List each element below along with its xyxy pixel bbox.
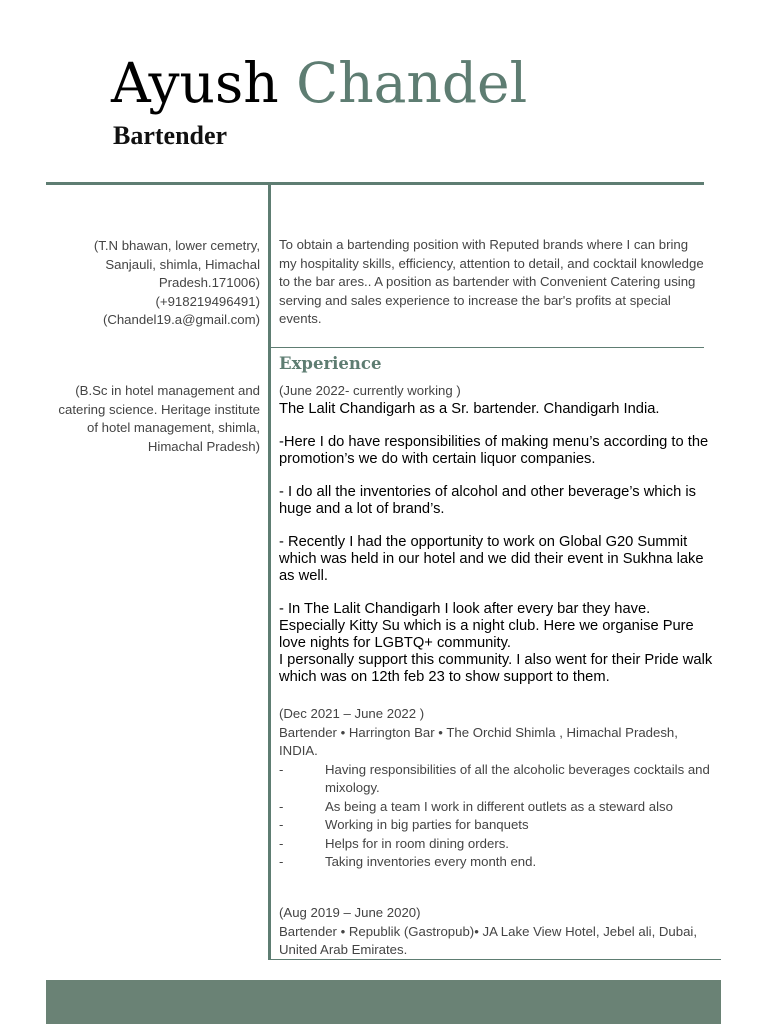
dash-bullet: - <box>279 835 284 851</box>
job-detail: - Recently I had the opportunity to work on Global G20 Summit which was held in our hotel and we did their event in Sukhna lake as well. <box>279 533 704 584</box>
experience-entry <box>279 382 719 686</box>
email: (Chandel19.a@gmail.com) <box>102 312 260 327</box>
list-item <box>279 816 719 835</box>
section-divider <box>270 347 704 348</box>
dash-bullet: - <box>279 798 284 814</box>
education: (B.Sc in hotel management and catering science. Heritage institute of hotel management, shimla, Himachal Pradesh) <box>58 383 260 454</box>
dash-bullet: - <box>279 761 284 777</box>
job-title: Bartender <box>113 121 228 150</box>
dash-bullet: - <box>279 817 284 832</box>
list-item <box>279 853 719 872</box>
job-detail: I personally support this community. I also went for their Pride walk which was on 12th feb 23 to show support to them. <box>279 651 713 685</box>
experience-entry <box>279 904 719 960</box>
list-item <box>279 835 719 854</box>
list-item-text: Taking inventories every month end. <box>325 854 537 869</box>
last-name: Chandel <box>296 51 528 115</box>
objective: To obtain a bartending position with Reputed brands where I can bring my hospitality skills, efficiency, attention to detail, and cocktail knowledge to the bar ares.. A position as bartender with Convenient Catering using serving and sales experience to increase the bar's profits at special events. <box>279 237 704 326</box>
candidate-name <box>111 50 527 116</box>
first-name: Ayush <box>111 51 279 115</box>
experience-entry <box>279 705 719 872</box>
job-role: Bartender • Harrington Bar • The Orchid Shimla , Himachal Pradesh, INDIA. <box>279 724 678 758</box>
job-role: Bartender • Republik (Gastropub)• JA Lake View Hotel, Jebel ali, Dubai, United Arab Emirates. <box>279 923 698 957</box>
job-date: (Aug 2019 – June 2020) <box>279 905 421 920</box>
list-item-text: As being a team I work in different outlets as a steward also <box>325 798 673 814</box>
phone: (+918219496491) <box>155 293 260 309</box>
column-divider <box>268 184 271 960</box>
job-detail: - In The Lalit Chandigarh I look after every bar they have. Especially Kitty Su which is a night club. Here we organise Pure love nights for LGBTQ+ community. <box>279 600 694 651</box>
job-detail: - I do all the inventories of alcohol and other beverage’s which is huge and a lot of brand’s. <box>279 483 696 517</box>
dash-bullet: - <box>279 854 284 869</box>
contact-info <box>50 237 260 330</box>
job-detail: -Here I do have responsibilities of making menu’s according to the promotion’s we do with certain liquor companies. <box>279 433 709 467</box>
list-item-text: Having responsibilities of all the alcoholic beverages cocktails and mixology. <box>325 761 710 795</box>
experience-heading: Experience <box>279 354 382 373</box>
list-item <box>279 798 719 817</box>
job-role: The Lalit Chandigarh as a Sr. bartender. Chandigarh India. <box>279 400 660 417</box>
job-date: (Dec 2021 – June 2022 ) <box>279 706 425 721</box>
list-item-text: Helps for in room dining orders. <box>325 835 509 851</box>
address: (T.N bhawan, lower cemetry, Sanjauli, shimla, Himachal Pradesh.171006) <box>93 238 260 290</box>
top-divider <box>46 182 704 185</box>
footer-band <box>46 980 721 1024</box>
job-date: (June 2022- currently working ) <box>279 383 461 398</box>
list-item <box>279 761 719 798</box>
list-item-text: Working in big parties for banquets <box>325 817 529 832</box>
